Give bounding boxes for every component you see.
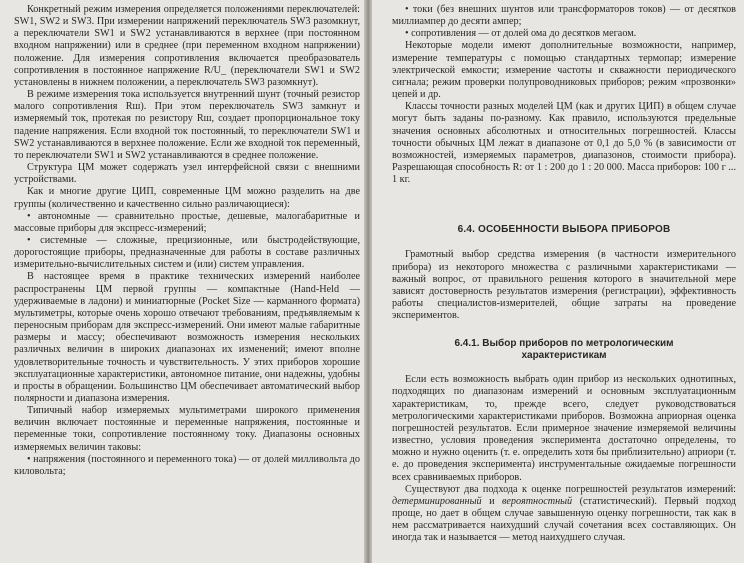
list-item: • напряжения (постоянного и переменного тока) — от долей милливольта до киловольта; (14, 453, 360, 477)
list-item: • системные — сложные, прецизионные, или быстродействующие, дорогостоящие приборы, предназначенные для работы в составе различных измерительно-вычислительных систем и (или) систем управления. (14, 234, 360, 271)
list-item: • сопротивления — от долей ома до десятков мегаом. (405, 28, 637, 40)
right-page (372, 0, 744, 563)
paragraph: Грамотный выбор средства измерения (в частности измерительного прибора) из некоторого множества с различными характеристиками — важный вопрос, от правильного решения которого в значительной мере зависят достоверность результатов измерения (регистрации), эффективность работы специалистов-измерителей, общие затраты на проведение экспериментов. (392, 249, 736, 322)
paragraph: Структура ЦМ может содержать узел интерфейсной связи с внешними устройствами. (14, 162, 360, 186)
paragraph: Как и многие другие ЦИП, современные ЦМ можно разделить на две группы (количественно и качественно сильно различающиеся): (14, 186, 360, 210)
list-item: • автономные — сравнительно простые, дешевые, малогабаритные и массовые приборы для экспресс-измерений; (14, 210, 360, 234)
text-run: Существуют два подхода к оценке погрешностей результатов измерений: (405, 483, 736, 495)
paragraph (392, 484, 736, 545)
paragraph: Классы точности разных моделей ЦМ (как и других ЦИП) в общем случае могут быть заданы по-разному. Как правило, используются предельные значения основных абсолютных и относительных погрешностей. Классы точности обычных ЦМ лежат в диапазоне от 0,1 до 5,0 % (в зависимости от возможностей, измеряемых параметров, диапазонов, стоимости прибора). Разрешающая способность R: от 1 : 200 до 1 : 20 000. Масса приборов: 100 г ... 1 кг. (392, 101, 736, 186)
emphasis-term: детерминированный (392, 495, 482, 507)
text-run: и (481, 495, 502, 507)
section-heading: 6.4. ОСОБЕННОСТИ ВЫБОРА ПРИБОРОВ (457, 224, 671, 236)
paragraph: Типичный набор измеряемых мультиметрами широкого применения величин включает постоянные и переменные напряжения, постоянные и переменные токи, сопротивление постоянному току. Диапазоны основных измеряемых величин таковы: (14, 405, 360, 453)
emphasis-term: вероятностный (501, 495, 573, 507)
paragraph: В режиме измерения тока используется внутренний шунт (точный резистор малого сопротивления Rш). При этом переключатель SW3 замкнут и измеряемый ток, протекая по резистору Rш, создает пропорциональное току падение напряжения. Если входной ток постоянный, то переключатели SW1 и SW2 устанавливаются в верхнее положение. Если же входной ток переменный, то переключатели SW1 и SW2 устанавливаются в среднее положение. (14, 89, 360, 161)
paragraph: Конкретный режим измерения определяется положениями переключателей: SW1, SW2 и SW3. При измерении напряжений переключатель SW3 разомкнут, а переключатели SW1 и SW2 устанавливаются в верхнее (при постоянном входном напряжении) или в среднее (при переменном входном напряжении) положение. Для измерения сопротивления включается преобразователь сопротивления в постоянное напряжение R/U_ (переключатели SW1 и SW2 установлены в нижнем положении, а переключатель SW3 разомкнут). (14, 4, 360, 88)
paragraph: В настоящее время в практике технических измерений наиболее распространены ЦМ первой группы — компактные (Hand-Held — удерживаемые в ладони) и миниатюрные (Pocket Size — карманного формата) мультиметры, которые очень хорошо отвечают требованиям, предъявляемым к переносным приборам для экспресс-измерений. Они имеют малые габаритные размеры и массу; обеспечивают возможность измерения нескольких различных величин в широких диапазонах их изменений; имеют вполне удовлетворительные точность и чувствительность. У этих приборов хорошие эксплуатационные характеристики, автономное питание, они надежны, удобны и просты в обращении. Большинство ЦМ обеспечивает автоматический выбор полярности и диапазона измерения. (14, 271, 360, 404)
left-page (0, 0, 366, 563)
paragraph: Некоторые модели имеют дополнительные возможности, например, измерение температуры с помощью стандартных термопар; измерение электрической емкости; измерение частоты и скважности периодического сигнала; режим проверки полупроводниковых приборов; режим «прозвонки» цепей и др. (392, 40, 736, 101)
text-run: (статистический). Первый подход проще, но дает в общем случае завышенную оценку погрешности, так как в нем рассматривается наихудший случай сочетания всех составляющих. Он иногда так и называется — метод наихудшего случая. (392, 495, 736, 544)
subsection-heading: 6.4.1. Выбор приборов по метрологическим характеристикам (454, 338, 674, 362)
list-item: • токи (без внешних шунтов или трансформаторов токов) — от десятков миллиампер до десяти ампер; (392, 4, 736, 28)
paragraph: Если есть возможность выбрать один прибор из нескольких однотипных, подходящих по диапазонам измерений и основным эксплуатационным характеристикам, то, прежде всего, следует руководствоваться метрологическими характеристиками приборов. Возможна априорная оценка погрешностей результатов. Если примерное значение измеряемой величины известно, условия проведения эксперимента достаточно определены, то можно и нужно оценить (т. е. определить хотя бы приблизительно) априори (т. е. до проведения эксперимента) инструментальные ожидаемые погрешности всех сравниваемых приборов. (392, 374, 736, 483)
